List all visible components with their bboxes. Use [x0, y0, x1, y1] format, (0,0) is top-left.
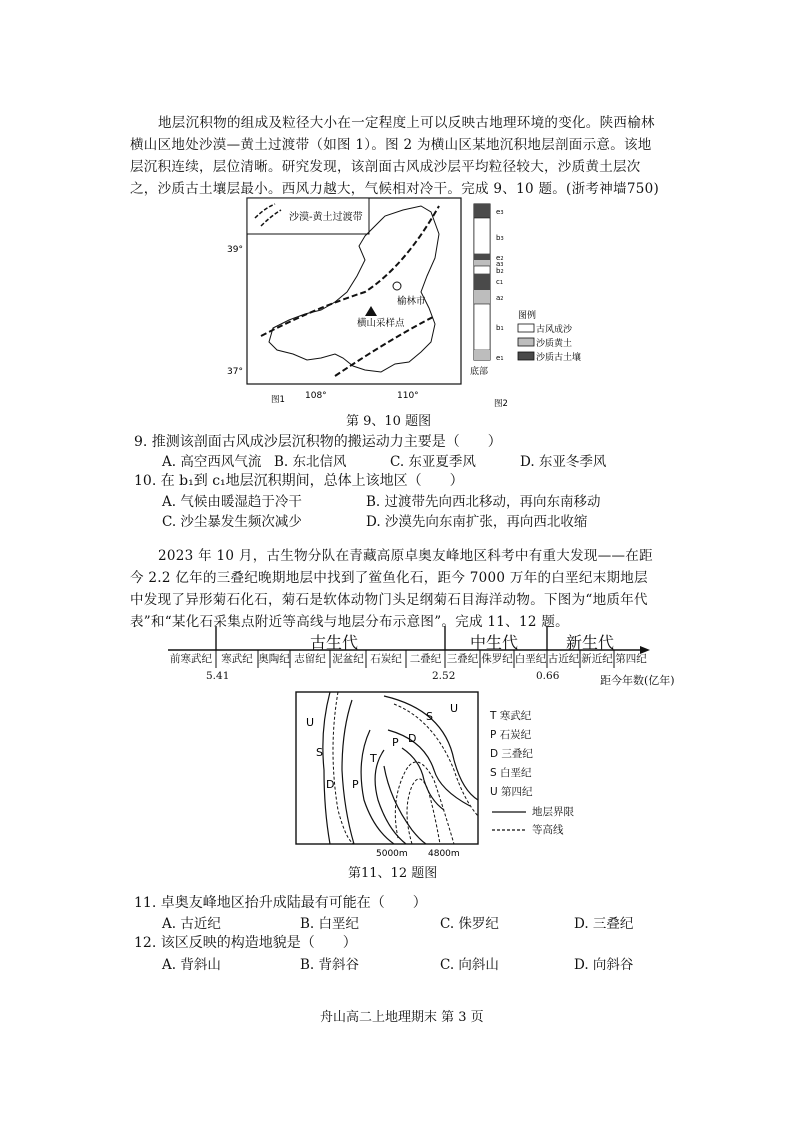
period-permian: 二叠纪: [409, 653, 442, 665]
period-cambrian: 寒武纪: [221, 653, 253, 665]
tag-c1: c1: [496, 278, 504, 286]
figure-2-column: [468, 200, 598, 410]
period-carboniferous: 石炭纪: [370, 653, 402, 665]
city-label: 榆林市: [397, 296, 426, 307]
legend-boundary: 地层界限: [532, 806, 574, 818]
lon-right: 110°: [397, 391, 419, 401]
legend-soil: 沙质古土壤: [536, 353, 582, 363]
period-neogene: 新近纪: [581, 653, 613, 665]
question-10-stem: 10. 在 b₁到 c₁地层沉积期间，总体上该地区（ ）: [134, 473, 464, 489]
q12-option-a: A. 背斜山: [162, 957, 221, 973]
period-triassic: 三叠纪: [446, 653, 479, 665]
contour-label-5000: 5000m: [376, 849, 408, 859]
tick-066: 0.66: [536, 670, 560, 682]
legend-contour: 等高线: [532, 824, 564, 836]
figure-1-label: 图1: [271, 395, 285, 405]
tag-b3: b3: [496, 234, 504, 242]
tag-a2: a2: [496, 294, 504, 302]
figure-caption-1: 第 9、10 题图: [346, 414, 432, 429]
layer-e3: [474, 204, 490, 218]
intro-paragraph-2: [130, 545, 660, 633]
legend-swatch-loess: [518, 338, 534, 346]
stratum-t: T: [370, 752, 377, 765]
era-mesozoic: 中生代: [470, 633, 519, 652]
period-paleogene: 古近纪: [547, 653, 580, 665]
figure-3-contour-map: [294, 690, 484, 860]
period-ordovician: 奥陶纪: [258, 653, 290, 665]
lat-bottom: 37°: [227, 367, 243, 377]
q9-option-d: D. 东亚冬季风: [520, 454, 607, 470]
figure-1-map: [225, 196, 465, 406]
q12-option-d: D. 向斜谷: [574, 957, 634, 973]
intro-text-1: 地层沉积物的组成及粒径大小在一定程度上可以反映古地理环境的变化。陕西榆林横山区地处沙漠—黄土过渡带（如图 1）。图 2 为横山区某地沉积地层剖面示意。该地层沉积连续，层位清晰。研究发现，该剖面古风成沙层平均粒径较大，沙质黄土层次之，沙质古土壤层最小。西风力越大，气候相对冷干。完成 9、10 题。(浙考神墙750): [130, 115, 660, 197]
layer-b1: [474, 304, 490, 350]
figure-caption-2: 第11、12 题图: [348, 866, 438, 881]
legend-d: D 三叠纪: [490, 748, 533, 760]
q11-option-c: C. 侏罗纪: [440, 916, 499, 932]
q9-option-b: B. 东北信风: [274, 454, 347, 470]
tag-b1: b1: [496, 324, 504, 332]
q11-option-a: A. 古近纪: [162, 916, 221, 932]
period-cretaceous: 白垩纪: [514, 653, 547, 665]
period-quaternary: 第四纪: [615, 653, 647, 665]
stratum-s-left: S: [316, 746, 323, 759]
stratum-s-right: S: [426, 710, 433, 723]
tag-e3: e3: [496, 208, 504, 216]
legend-s: S 白垩纪: [490, 767, 532, 779]
layer-b3: [474, 218, 490, 254]
figure-2-label: 图2: [494, 399, 508, 409]
q9-option-c: C. 东亚夏季风: [390, 454, 476, 470]
stratum-p-right: P: [392, 736, 399, 749]
layer-e1: [474, 350, 490, 360]
tick-252: 2.52: [432, 670, 456, 682]
layer-a3: [474, 260, 490, 266]
site-label: 横山采样点: [357, 318, 405, 329]
q12-option-c: C. 向斜山: [440, 957, 499, 973]
q10-option-a: A. 气候由暖湿趋于冷干: [162, 494, 302, 510]
question-9-stem: 9. 推测该剖面古风成沙层沉积物的搬运动力主要是（ ）: [134, 434, 502, 450]
legend-swatch-sand: [518, 324, 534, 332]
layer-a2: [474, 290, 490, 304]
question-11-stem: 11. 卓奥友峰地区抬升成陆最有可能在（ ）: [134, 895, 427, 911]
q12-option-b: B. 背斜谷: [300, 957, 360, 973]
tag-a3: a3: [496, 260, 504, 268]
period-silurian: 志留纪: [294, 653, 326, 665]
tag-b2: b2: [496, 267, 504, 275]
tick-541: 5.41: [206, 670, 230, 682]
legend-t: T 寒武纪: [490, 710, 532, 722]
timeline-axis-label: 距今年数(亿年): [600, 674, 675, 687]
q9-option-a: A. 高空西风气流: [162, 454, 262, 470]
q10-option-b: B. 过渡带先向西北移动，再向东南移动: [366, 494, 601, 510]
layer-e2: [474, 254, 490, 260]
q11-option-b: B. 白垩纪: [300, 916, 360, 932]
layer-c1: [474, 274, 490, 290]
period-devonian: 泥盆纪: [332, 653, 364, 665]
legend-swatch-soil: [518, 352, 534, 360]
contour-label-4800: 4800m: [428, 849, 460, 859]
layer-b2: [474, 266, 490, 274]
stratum-u-right: U: [450, 702, 459, 715]
column-bottom-label: 底部: [470, 367, 489, 377]
tag-e2: e2: [496, 254, 504, 262]
stratum-d-right: D: [408, 732, 417, 745]
q10-option-d: D. 沙漠先向东南扩张，再向西北收缩: [366, 514, 588, 530]
stratum-p-left: P: [352, 778, 359, 791]
lon-left: 108°: [305, 391, 327, 401]
page-footer: 舟山高二上地理期末 第 3 页: [320, 1010, 484, 1025]
legend-title: 图例: [518, 311, 537, 321]
legend-loess: 沙质黄土: [536, 339, 573, 349]
legend-p: P 石炭纪: [490, 729, 532, 741]
stratum-u-left: U: [306, 716, 315, 729]
era-paleozoic: 古生代: [310, 633, 359, 652]
question-12-stem: 12. 该区反映的构造地貌是（ ）: [134, 935, 357, 951]
legend-u: U 第四纪: [490, 786, 533, 798]
era-cenozoic: 新生代: [566, 633, 615, 652]
intro-text-2: 2023 年 10 月，古生物分队在青藏高原卓奥友峰地区科考中有重大发现——在距今 2.2 亿年的三叠纪晚期地层中找到了鲎鱼化石，距今 7000 万年的白垩纪末期地层中发现了异形菊石化石，菊石是软体动物门头足纲菊石目海洋动物。下图为“地质年代表”和“某化石采集点附近等高线与地层分布示意图”。完成 11、12 题。: [130, 548, 653, 630]
period-precambrian: 前寒武纪: [170, 653, 212, 665]
tag-e1: e1: [496, 354, 504, 362]
lat-top: 39°: [227, 245, 243, 255]
map-legend-label: 沙漠-黄土过渡带: [289, 212, 363, 223]
q11-option-d: D. 三叠纪: [574, 916, 634, 932]
intro-paragraph-1: [130, 112, 660, 200]
legend-line-samples: [490, 806, 530, 836]
q10-option-c: C. 沙尘暴发生频次减少: [162, 514, 302, 530]
city-marker: [393, 282, 401, 290]
period-jurassic: 侏罗纪: [481, 653, 513, 665]
stratum-d-left: D: [326, 778, 335, 791]
legend-sand: 古风成沙: [536, 325, 573, 335]
